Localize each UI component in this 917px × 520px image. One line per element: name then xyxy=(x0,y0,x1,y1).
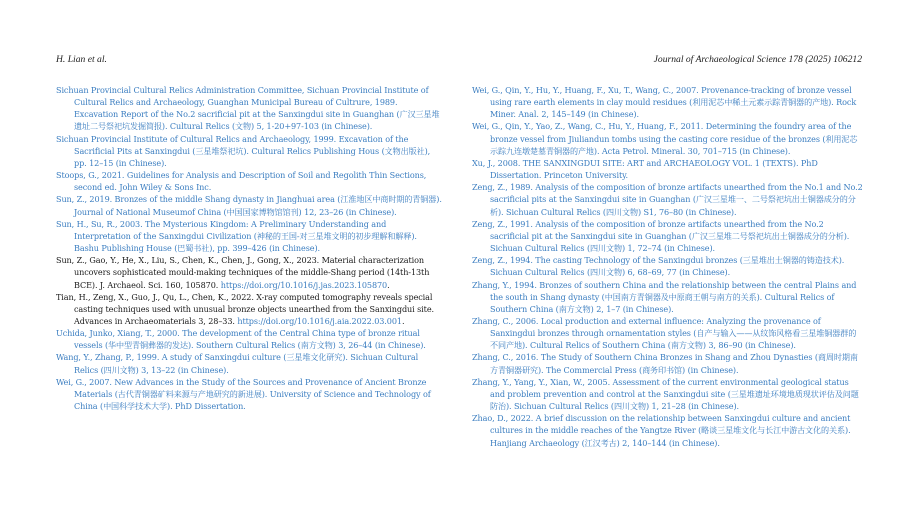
reference-text: Wang, Y., Zhang, P., 1999. A study of Sanxingdui culture (三星堆文化研究). Sichuan Cultural Relics (四川文物) 3, 13–22 (in Chinese). xyxy=(56,352,419,375)
reference-column-left xyxy=(56,84,444,412)
reference-text: Zhao, D., 2022. A brief discussion on the relationship between Sanxingdui culture and ancient cultures in the middle reaches of the Yangtze River (略谈三星堆文化与长江中游古文化的关系). Hanjiang Archaeology (江汉考古) 2, 140–144 (in Chinese). xyxy=(472,413,851,448)
reference-entry[interactable] xyxy=(472,84,864,120)
reference-text: Sun, Z., 2019. Bronzes of the middle Shang dynasty in Jianghuai area (江淮地区中商时期的青铜器). Journal of National Museumof China (中国国家博物馆馆刊) 12, 23–26 (in Chinese). xyxy=(56,194,442,217)
reference-entry[interactable] xyxy=(472,181,864,217)
running-header xyxy=(56,54,862,68)
reference-entry[interactable] xyxy=(56,291,444,327)
reference-text: Zhang, Y., 1994. Bronzes of southern China and the relationship between the central Plains and the south in Shang dynasty (中国南方青铜器及中原商王朝与南方的关系). Cultural Relics of Southern China (南方文物) 2, 1–7 (in Chinese). xyxy=(472,279,857,314)
reference-entry[interactable] xyxy=(472,218,864,254)
reference-text: Wei, G., 2007. New Advances in the Study of the Sources and Provenance of Ancient Bronze Materials (古代青铜器矿料来源与产地研究的新进展). University of Science and Technology of China (中国科学技术大学). PhD Dissertation. xyxy=(56,376,431,412)
reference-text: Xu, J., 2008. THE SANXINGDUI SITE: ART and ARCHAEOLOGY VOL. 1 (TEXTS). PhD Dissertation. Princeton University. xyxy=(472,157,818,181)
reference-entry[interactable] xyxy=(472,279,864,315)
reference-text: Zhang, C., 2016. The Study of Southern China Bronzes in Shang and Zhou Dynasties (商周时期南方青铜器研究). The Commercial Press (商务印书馆) (in Chinese). xyxy=(472,352,858,375)
reference-entry[interactable] xyxy=(472,412,864,448)
reference-entry[interactable] xyxy=(472,157,864,181)
reference-entry[interactable] xyxy=(472,120,864,156)
reference-text: Zhang, C., 2006. Local production and external influence: Analyzing the provenance of Sanxingdui bronzes through ornamentation styles (自产与输入——从纹饰风格看三星堆铜器群的不同产地). Cultural Relics of Southern China (南方文物) 3, 86–90 (in Chinese). xyxy=(472,315,857,351)
doi-link[interactable]: https://doi.org/10.1016/j.jas.2023.105870 xyxy=(220,279,388,290)
reference-entry[interactable] xyxy=(56,376,444,412)
reference-text: Wei, G., Qin, Y., Hu, Y., Huang, F., Xu, T., Wang, C., 2007. Provenance-tracking of bronze vessel using rare earth elements in clay mould residues (利用泥芯中稀土元素示踪青铜器的产地). Rock Miner. Anal. 2, 145–149 (in Chinese). xyxy=(472,85,857,120)
reference-column-right xyxy=(472,84,864,449)
reference-entry[interactable] xyxy=(56,351,444,375)
reference-entry[interactable] xyxy=(472,254,864,278)
reference-text: Sun, Z., Gao, Y., He, X., Liu, S., Chen, K., Chen, J., Gong, X., 2023. Material characterization uncovers sophisticated mould-making techniques of the middle-Shang period (14th-13th BCE). J. Archaeol. Sci. 160, 105870. xyxy=(56,255,430,290)
reference-entry[interactable] xyxy=(472,351,864,375)
doi-link[interactable]: https://doi.org/10.1016/j.aia.2022.03.001 xyxy=(237,315,402,326)
reference-text: Sun, H., Su, R., 2003. The Mysterious Kingdom: A Preliminary Understanding and Interpretation of the Sanxingdui Civilization (神秘的王国-对三星堆文明的初步理解和解释). Bashu Publishing House (巴蜀书社), pp. 399–426 (in Chinese). xyxy=(56,218,417,254)
header-journal: Journal of Archaeological Science 178 (2025) 106212 xyxy=(653,54,862,65)
reference-tail: . xyxy=(387,279,390,290)
reference-entry[interactable] xyxy=(56,218,444,254)
reference-text: Sichuan Provincial Cultural Relics Administration Committee, Sichuan Provincial Institute of Cultural Relics and Archaeology, Guanghan Municipal Bureau of Cultrure, 1989. Excavation Report of the No.2 sacrificial pit at the Sanxingdui site in Guanghan (广汉三星堆遗址二号祭祀坑发掘简报). Cultural Relics (文物) 5, 1-20+97-103 (in Chinese). xyxy=(56,85,440,132)
reference-text: Tian, H., Zeng, X., Guo, J., Qu, L., Chen, K., 2022. X-ray computed tomography reveals special casting techniques used with unusual bronze objects unearthed from the Sanxingdui site. Advances in Archaeomaterials 3, 28–33. xyxy=(56,291,434,326)
reference-entry[interactable] xyxy=(56,327,444,351)
reference-text: Zeng, Z., 1994. The casting Technology of the Sanxingdui bronzes (三星堆出土铜器的铸造技术). Sichuan Cultural Relics (四川文物) 6, 68–69, 77 (in Chinese). xyxy=(472,255,845,278)
reference-text: Stoops, G., 2021. Guidelines for Analysis and Description of Soil and Regolith Thin Sections, second ed. John Wiley & Sons Inc. xyxy=(56,170,427,193)
reference-text: Sichuan Provincial Institute of Cultural Relics and Archaeology, 1999. Excavation of the Sacrificial Pits at Sanxingdui (三星堆祭祀坑). Cultural Relics Publishing Hous (文物出版社), pp. 12–15 (in Chinese). xyxy=(56,133,431,168)
reference-text: Zeng, Z., 1991. Analysis of the composition of bronze artifacts unearthed from the No.2 sacrificial pit at the Sanxingdui site in Guanghan (广汉三星堆二号祭祀坑出土铜器成分的分析). Sichuan Cultural Relics (四川文物) 1, 72–74 (in Chinese). xyxy=(472,218,850,254)
reference-tail: . xyxy=(401,315,405,326)
reference-entry[interactable] xyxy=(56,169,444,193)
reference-entry[interactable] xyxy=(472,376,864,412)
reference-text: Zhang, Y., Yang, Y., Xian, W., 2005. Assessment of the current environmental geological status and problem prevention and control at the Sanxingdui site (三星堆遗址环境地质现状评估及问题防治). Sichuan Cultural Relics (四川文物) 1, 21–28 (in Chinese). xyxy=(472,376,859,412)
reference-text: Wei, G., Qin, Y., Yao, Z., Wang, C., Hu, Y., Huang, F., 2011. Determining the foundry area of the bronze vessel from Jiuliandun tombs using the casting core residue of the bronzes (利用泥芯示踪九连墩楚墓青铜器的产地). Acta Petrol. Mineral. 30, 701–715 (in Chinese). xyxy=(472,121,858,156)
reference-text: Zeng, Z., 1989. Analysis of the composition of bronze artifacts unearthed from the No.1 and No.2 sacrificial pits at the Sanxingdui site in Guanghan (广汉三星堆一、二号祭祀坑出土铜器成分的分析). Sichuan Cultural Relics (四川文物) S1, 76–80 (in Chinese). xyxy=(472,182,863,217)
reference-entry[interactable] xyxy=(56,84,444,133)
reference-entry[interactable] xyxy=(472,315,864,351)
reference-entry[interactable] xyxy=(56,254,444,290)
header-authors: H. Lian et al. xyxy=(56,54,107,65)
reference-entry[interactable] xyxy=(56,193,444,217)
reference-text: Uchida, Junko, Xiang, T., 2000. The development of the Central China type of bronze ritual vessels (华中型青铜彝器的发达). Southern Cultural Relics (南方文物) 3, 26–44 (in Chinese). xyxy=(56,328,426,351)
reference-entry[interactable] xyxy=(56,133,444,169)
